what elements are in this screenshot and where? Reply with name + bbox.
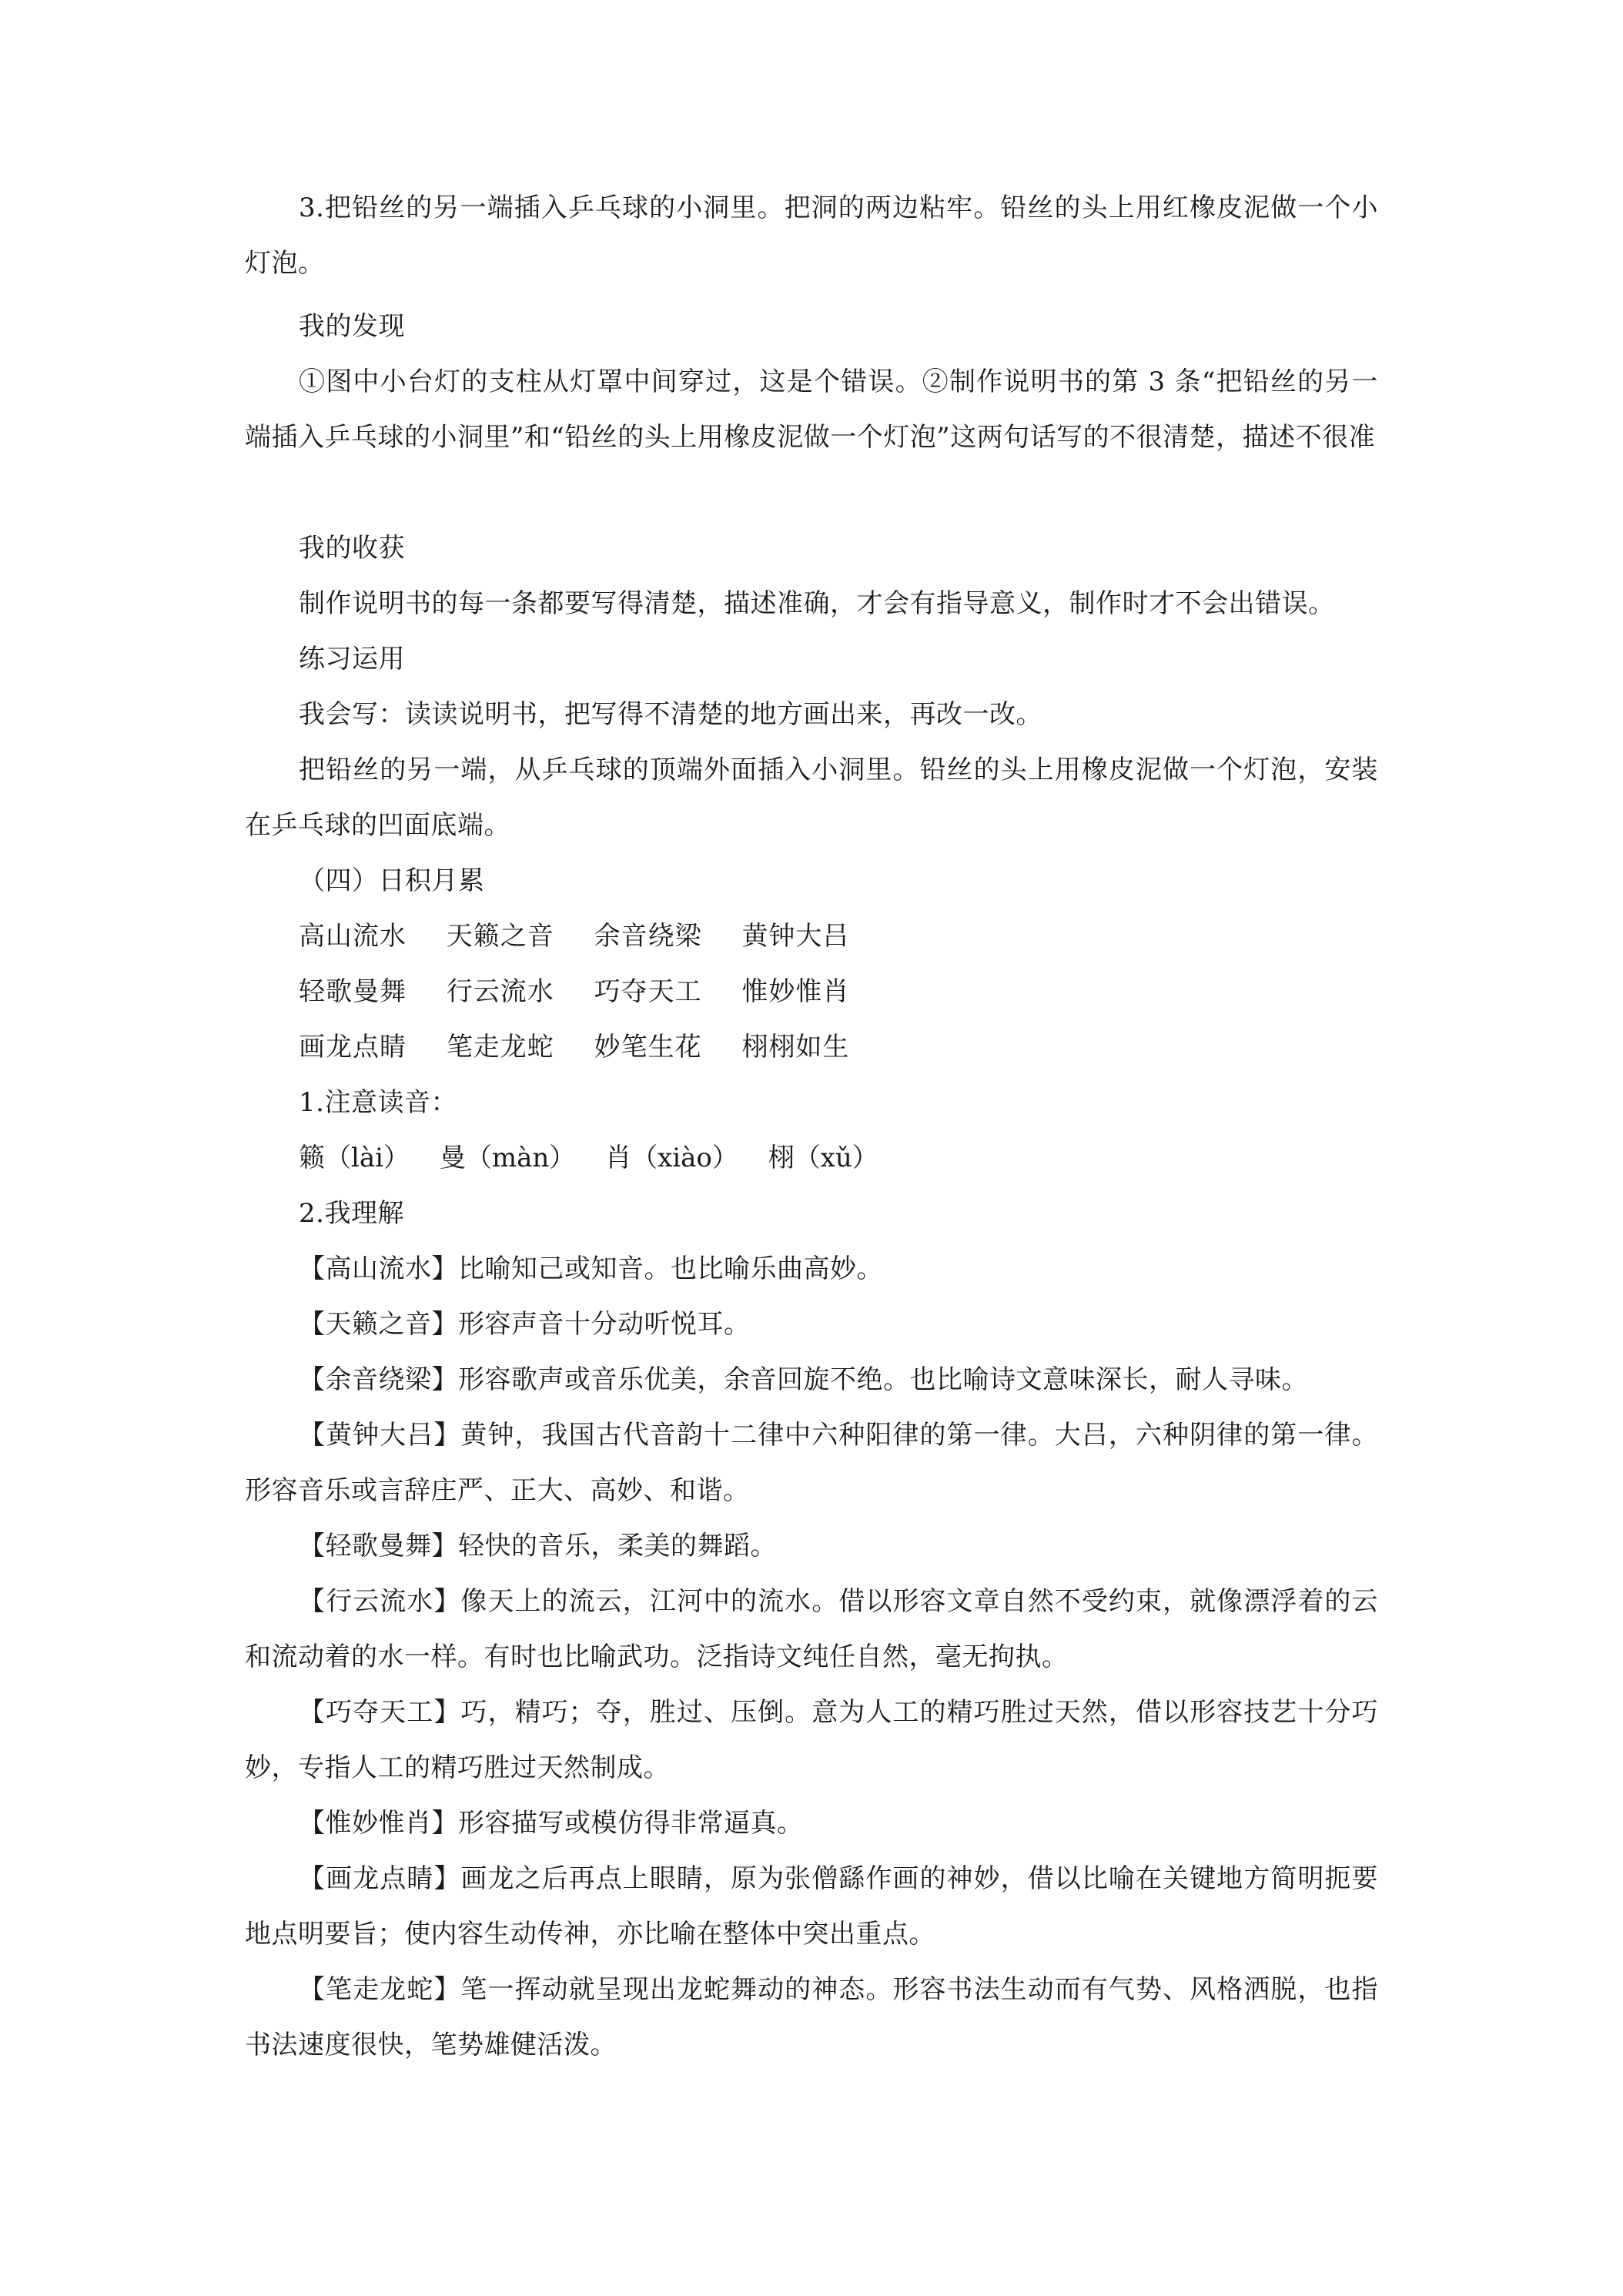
heading-pronunciation: 1.注意读音： — [299, 1087, 457, 1118]
definition-entry: 【天籁之音】形容声音十分动听悦耳。 — [299, 1309, 751, 1340]
heading-my-discovery: 我的发现 — [299, 311, 405, 342]
paragraph-discovery: ①图中小台灯的支柱从灯罩中间穿过，这是个错误。②制作说明书的第 3 条“把铅丝的另一端插入乒乓球的小洞里”和“铅丝的头上用橡皮泥做一个灯泡”这两句话写的不很清楚，描述不很准 — [245, 366, 1378, 453]
idiom: 妙笔生花 — [594, 1032, 702, 1063]
idiom: 余音绕梁 — [594, 921, 702, 952]
idiom-row-1 — [299, 909, 880, 964]
idiom: 巧夺天工 — [594, 976, 702, 1007]
idiom: 画龙点睛 — [299, 1032, 407, 1063]
pronunciation-item: 籁（lài） — [299, 1143, 410, 1173]
heading-daily-accumulation: （四）日积月累 — [299, 865, 485, 896]
idiom-row-3 — [299, 1019, 880, 1075]
idiom: 行云流水 — [446, 976, 554, 1007]
idiom-row-2 — [299, 964, 880, 1019]
idiom: 轻歌曼舞 — [299, 976, 407, 1007]
idiom: 高山流水 — [299, 921, 407, 952]
definition-entry: 【行云流水】像天上的流云，江河中的流水。借以形容文章自然不受约束，就像漂浮着的云和流动着的水一样。有时也比喻武功。泛指诗文纯任自然，毫无拘执。 — [245, 1586, 1378, 1672]
paragraph-i-can-write: 我会写：读读说明书，把写得不清楚的地方画出来，再改一改。 — [299, 699, 1042, 730]
definition-entry: 【笔走龙蛇】笔一挥动就呈现出龙蛇舞动的神态。形容书法生动而有气势、风格洒脱，也指书法速度很快，笔势雄健活泼。 — [245, 1974, 1378, 2060]
paragraph-step-3: 3.把铅丝的另一端插入乒乓球的小洞里。把洞的两边粘牢。铅丝的头上用红橡皮泥做一个小灯泡。 — [245, 192, 1378, 279]
idiom: 栩栩如生 — [741, 1032, 850, 1063]
definition-entry: 【余音绕梁】形容歌声或音乐优美，余音回旋不绝。也比喻诗文意味深长，耐人寻味。 — [299, 1364, 1308, 1395]
definition-entry: 【惟妙惟肖】形容描写或模仿得非常逼真。 — [299, 1808, 804, 1839]
definition-entry: 【巧夺天工】巧，精巧；夺，胜过、压倒。意为人工的精巧胜过天然，借以形容技艺十分巧妙，专指人工的精巧胜过天然制成。 — [245, 1697, 1378, 1783]
heading-understanding: 2.我理解 — [299, 1198, 404, 1229]
heading-my-harvest: 我的收获 — [299, 533, 405, 564]
idiom: 天籁之音 — [446, 921, 554, 952]
heading-practice: 练习运用 — [299, 644, 405, 674]
pronunciation-row — [299, 1130, 900, 1186]
paragraph-harvest: 制作说明书的每一条都要写得清楚，描述准确，才会有指导意义，制作时才不会出错误。 — [299, 588, 1335, 619]
definition-entry: 【黄钟大吕】黄钟，我国古代音韵十二律中六种阳律的第一律。大吕，六种阴律的第一律。形容音乐或言辞庄严、正大、高妙、和谐。 — [245, 1420, 1378, 1506]
definition-entry: 【轻歌曼舞】轻快的音乐，柔美的舞蹈。 — [299, 1531, 777, 1561]
idiom: 惟妙惟肖 — [741, 976, 850, 1007]
idiom: 黄钟大吕 — [741, 921, 850, 952]
idiom: 笔走龙蛇 — [446, 1032, 554, 1063]
pronunciation-item: 曼（màn） — [439, 1143, 576, 1173]
paragraph-rewrite: 把铅丝的另一端，从乒乓球的顶端外面插入小洞里。铅丝的头上用橡皮泥做一个灯泡，安装在乒乓球的凹面底端。 — [245, 755, 1378, 841]
definition-entry: 【画龙点睛】画龙之后再点上眼睛，原为张僧繇作画的神妙，借以比喻在关键地方简明扼要地点明要旨；使内容生动传神，亦比喻在整体中突出重点。 — [245, 1863, 1378, 1950]
pronunciation-item: 肖（xiào） — [605, 1143, 738, 1173]
definition-entry: 【高山流水】比喻知己或知音。也比喻乐曲高妙。 — [299, 1253, 883, 1284]
pronunciation-item: 栩（xǔ） — [768, 1143, 878, 1173]
